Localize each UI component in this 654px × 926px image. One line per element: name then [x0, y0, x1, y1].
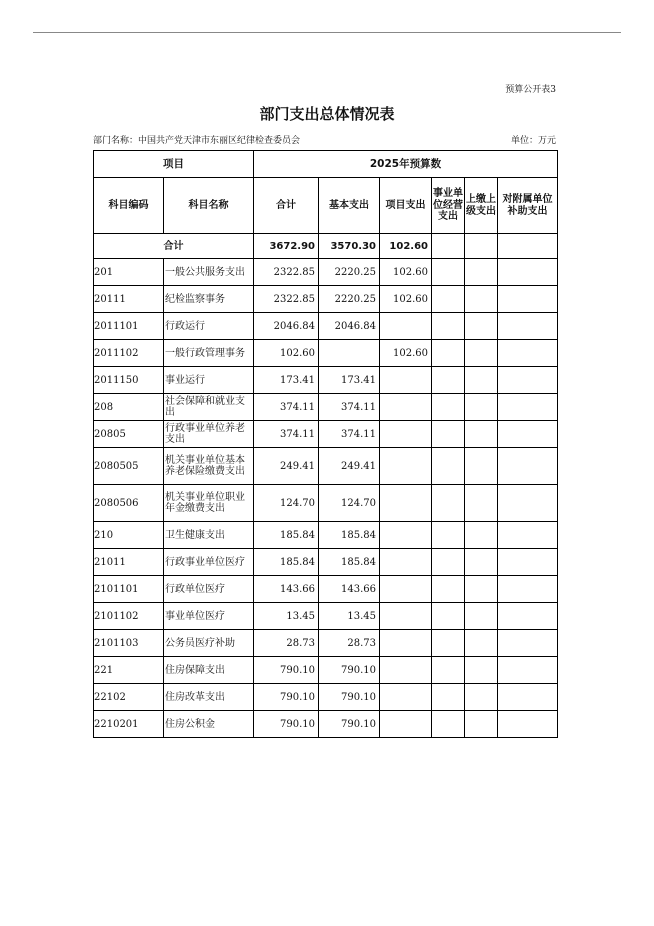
- row-empty-cell: [432, 340, 465, 367]
- row-name: 行政单位医疗: [164, 576, 254, 603]
- row-empty-cell: [498, 448, 558, 485]
- table-row: [94, 485, 558, 522]
- table-row: [94, 286, 558, 313]
- row-name: 社会保障和就业支出: [164, 394, 254, 421]
- row-name: 行政运行: [164, 313, 254, 340]
- row-empty-cell: [432, 313, 465, 340]
- row-code: 2101103: [94, 630, 164, 657]
- row-name: 一般行政管理事务: [164, 340, 254, 367]
- row-project: [380, 603, 432, 630]
- row-name: 住房改革支出: [164, 684, 254, 711]
- row-empty-cell: [498, 286, 558, 313]
- row-basic: 185.84: [319, 522, 380, 549]
- row-empty-cell: [432, 394, 465, 421]
- row-code: 2080506: [94, 485, 164, 522]
- row-empty-cell: [432, 259, 465, 286]
- header-budget-group: 2025年预算数: [254, 151, 558, 178]
- row-total: 790.10: [254, 711, 319, 738]
- row-project: [380, 448, 432, 485]
- table-row: [94, 630, 558, 657]
- row-basic: 790.10: [319, 711, 380, 738]
- row-name: 住房保障支出: [164, 657, 254, 684]
- row-total: 249.41: [254, 448, 319, 485]
- table-row: [94, 448, 558, 485]
- row-total: 13.45: [254, 603, 319, 630]
- row-name: 一般公共服务支出: [164, 259, 254, 286]
- table-row: [94, 657, 558, 684]
- row-project: [380, 421, 432, 448]
- row-total: 790.10: [254, 657, 319, 684]
- row-total: 173.41: [254, 367, 319, 394]
- row-empty-cell: [465, 684, 498, 711]
- row-empty-cell: [498, 313, 558, 340]
- row-project: [380, 576, 432, 603]
- row-project: 102.60: [380, 286, 432, 313]
- row-basic: 2220.25: [319, 286, 380, 313]
- row-total: 2046.84: [254, 313, 319, 340]
- row-name: 事业单位医疗: [164, 603, 254, 630]
- row-basic: 143.66: [319, 576, 380, 603]
- row-empty-cell: [498, 367, 558, 394]
- row-empty-cell: [432, 630, 465, 657]
- row-empty-cell: [465, 421, 498, 448]
- table-row: [94, 367, 558, 394]
- table-row: [94, 711, 558, 738]
- row-basic: 249.41: [319, 448, 380, 485]
- row-empty-cell: [432, 448, 465, 485]
- row-total: 790.10: [254, 684, 319, 711]
- total-row: [94, 234, 558, 259]
- header-item-group: 项目: [94, 151, 254, 178]
- row-empty-cell: [432, 576, 465, 603]
- table-row: [94, 522, 558, 549]
- table-row: [94, 549, 558, 576]
- row-empty-cell: [498, 421, 558, 448]
- row-project: [380, 711, 432, 738]
- row-code: 221: [94, 657, 164, 684]
- row-project: 102.60: [380, 259, 432, 286]
- row-project: [380, 684, 432, 711]
- unit-label: 单位：万元: [510, 136, 556, 146]
- row-basic: 2220.25: [319, 259, 380, 286]
- row-empty-cell: [432, 421, 465, 448]
- row-empty-cell: [465, 367, 498, 394]
- row-empty-cell: [498, 603, 558, 630]
- row-empty-cell: [498, 576, 558, 603]
- row-empty-cell: [465, 259, 498, 286]
- row-total: 102.60: [254, 340, 319, 367]
- header-name: 科目名称: [164, 178, 254, 234]
- row-empty-cell: [432, 286, 465, 313]
- row-code: 210: [94, 522, 164, 549]
- row-code: 2210201: [94, 711, 164, 738]
- row-empty-cell: [432, 603, 465, 630]
- row-empty-cell: [465, 657, 498, 684]
- row-code: 2101102: [94, 603, 164, 630]
- row-name: 机关事业单位基本养老保险缴费支出: [164, 448, 254, 485]
- table-row: [94, 313, 558, 340]
- row-empty-cell: [465, 549, 498, 576]
- table-row: [94, 684, 558, 711]
- row-name: 行政事业单位医疗: [164, 549, 254, 576]
- row-name: 机关事业单位职业年金缴费支出: [164, 485, 254, 522]
- row-code: 21011: [94, 549, 164, 576]
- row-basic: 790.10: [319, 657, 380, 684]
- row-name: 卫生健康支出: [164, 522, 254, 549]
- header-business: 事业单位经营支出: [432, 178, 465, 234]
- row-empty-cell: [498, 549, 558, 576]
- row-code: 2080505: [94, 448, 164, 485]
- row-total: 28.73: [254, 630, 319, 657]
- header-subsidy: 对附属单位补助支出: [498, 178, 558, 234]
- table-row: [94, 421, 558, 448]
- row-basic: [319, 340, 380, 367]
- table-row: [94, 340, 558, 367]
- row-name: 公务员医疗补助: [164, 630, 254, 657]
- row-code: 20111: [94, 286, 164, 313]
- row-code: 208: [94, 394, 164, 421]
- row-project: [380, 657, 432, 684]
- row-empty-cell: [498, 684, 558, 711]
- table-row: [94, 259, 558, 286]
- row-project: [380, 630, 432, 657]
- row-total: 124.70: [254, 485, 319, 522]
- row-empty-cell: [498, 522, 558, 549]
- row-empty-cell: [465, 522, 498, 549]
- row-empty-cell: [465, 448, 498, 485]
- row-empty-cell: [432, 657, 465, 684]
- row-project: [380, 522, 432, 549]
- row-empty-cell: [465, 603, 498, 630]
- row-empty-cell: [498, 340, 558, 367]
- row-empty-cell: [432, 522, 465, 549]
- table-row: [94, 576, 558, 603]
- row-empty-cell: [498, 657, 558, 684]
- header-upper: 上缴上级支出: [465, 178, 498, 234]
- form-number: 预算公开表3: [505, 85, 556, 95]
- row-basic: 28.73: [319, 630, 380, 657]
- row-empty-cell: [465, 313, 498, 340]
- row-basic: 13.45: [319, 603, 380, 630]
- row-total: 185.84: [254, 522, 319, 549]
- row-total: 185.84: [254, 549, 319, 576]
- row-total: 143.66: [254, 576, 319, 603]
- row-project: [380, 485, 432, 522]
- row-basic: 124.70: [319, 485, 380, 522]
- row-empty-cell: [465, 576, 498, 603]
- total-label: 合计: [94, 234, 254, 259]
- total-total: 3672.90: [254, 234, 319, 259]
- row-empty-cell: [465, 485, 498, 522]
- row-total: 374.11: [254, 394, 319, 421]
- expenditure-table: [93, 150, 558, 738]
- row-project: [380, 367, 432, 394]
- row-basic: 790.10: [319, 684, 380, 711]
- row-code: 2011150: [94, 367, 164, 394]
- row-basic: 173.41: [319, 367, 380, 394]
- row-name: 纪检监察事务: [164, 286, 254, 313]
- row-total: 2322.85: [254, 286, 319, 313]
- top-rule: [33, 32, 621, 33]
- row-empty-cell: [432, 367, 465, 394]
- department-name: 部门名称：中国共产党天津市东丽区纪律检查委员会: [93, 136, 301, 146]
- row-name: 住房公积金: [164, 711, 254, 738]
- row-empty-cell: [465, 340, 498, 367]
- row-project: [380, 313, 432, 340]
- row-empty-cell: [465, 711, 498, 738]
- row-empty-cell: [498, 485, 558, 522]
- row-empty-cell: [498, 630, 558, 657]
- row-basic: 185.84: [319, 549, 380, 576]
- row-empty-cell: [465, 394, 498, 421]
- row-empty-cell: [498, 711, 558, 738]
- row-empty-cell: [432, 684, 465, 711]
- total-project: 102.60: [380, 234, 432, 259]
- row-code: 20805: [94, 421, 164, 448]
- header-code: 科目编码: [94, 178, 164, 234]
- row-empty-cell: [498, 259, 558, 286]
- row-basic: 374.11: [319, 394, 380, 421]
- row-name: 行政事业单位养老支出: [164, 421, 254, 448]
- total-basic: 3570.30: [319, 234, 380, 259]
- row-empty-cell: [465, 630, 498, 657]
- header-basic: 基本支出: [319, 178, 380, 234]
- row-project: [380, 394, 432, 421]
- row-empty-cell: [432, 549, 465, 576]
- row-total: 374.11: [254, 421, 319, 448]
- header-total: 合计: [254, 178, 319, 234]
- row-total: 2322.85: [254, 259, 319, 286]
- header-project: 项目支出: [380, 178, 432, 234]
- row-empty-cell: [432, 485, 465, 522]
- row-basic: 2046.84: [319, 313, 380, 340]
- row-project: [380, 549, 432, 576]
- row-project: 102.60: [380, 340, 432, 367]
- row-code: 2101101: [94, 576, 164, 603]
- row-empty-cell: [432, 711, 465, 738]
- page-title: 部门支出总体情况表: [259, 105, 395, 123]
- table-row: [94, 394, 558, 421]
- table-row: [94, 603, 558, 630]
- row-empty-cell: [465, 286, 498, 313]
- row-basic: 374.11: [319, 421, 380, 448]
- row-name: 事业运行: [164, 367, 254, 394]
- row-code: 2011102: [94, 340, 164, 367]
- row-code: 2011101: [94, 313, 164, 340]
- row-empty-cell: [498, 394, 558, 421]
- row-code: 22102: [94, 684, 164, 711]
- row-code: 201: [94, 259, 164, 286]
